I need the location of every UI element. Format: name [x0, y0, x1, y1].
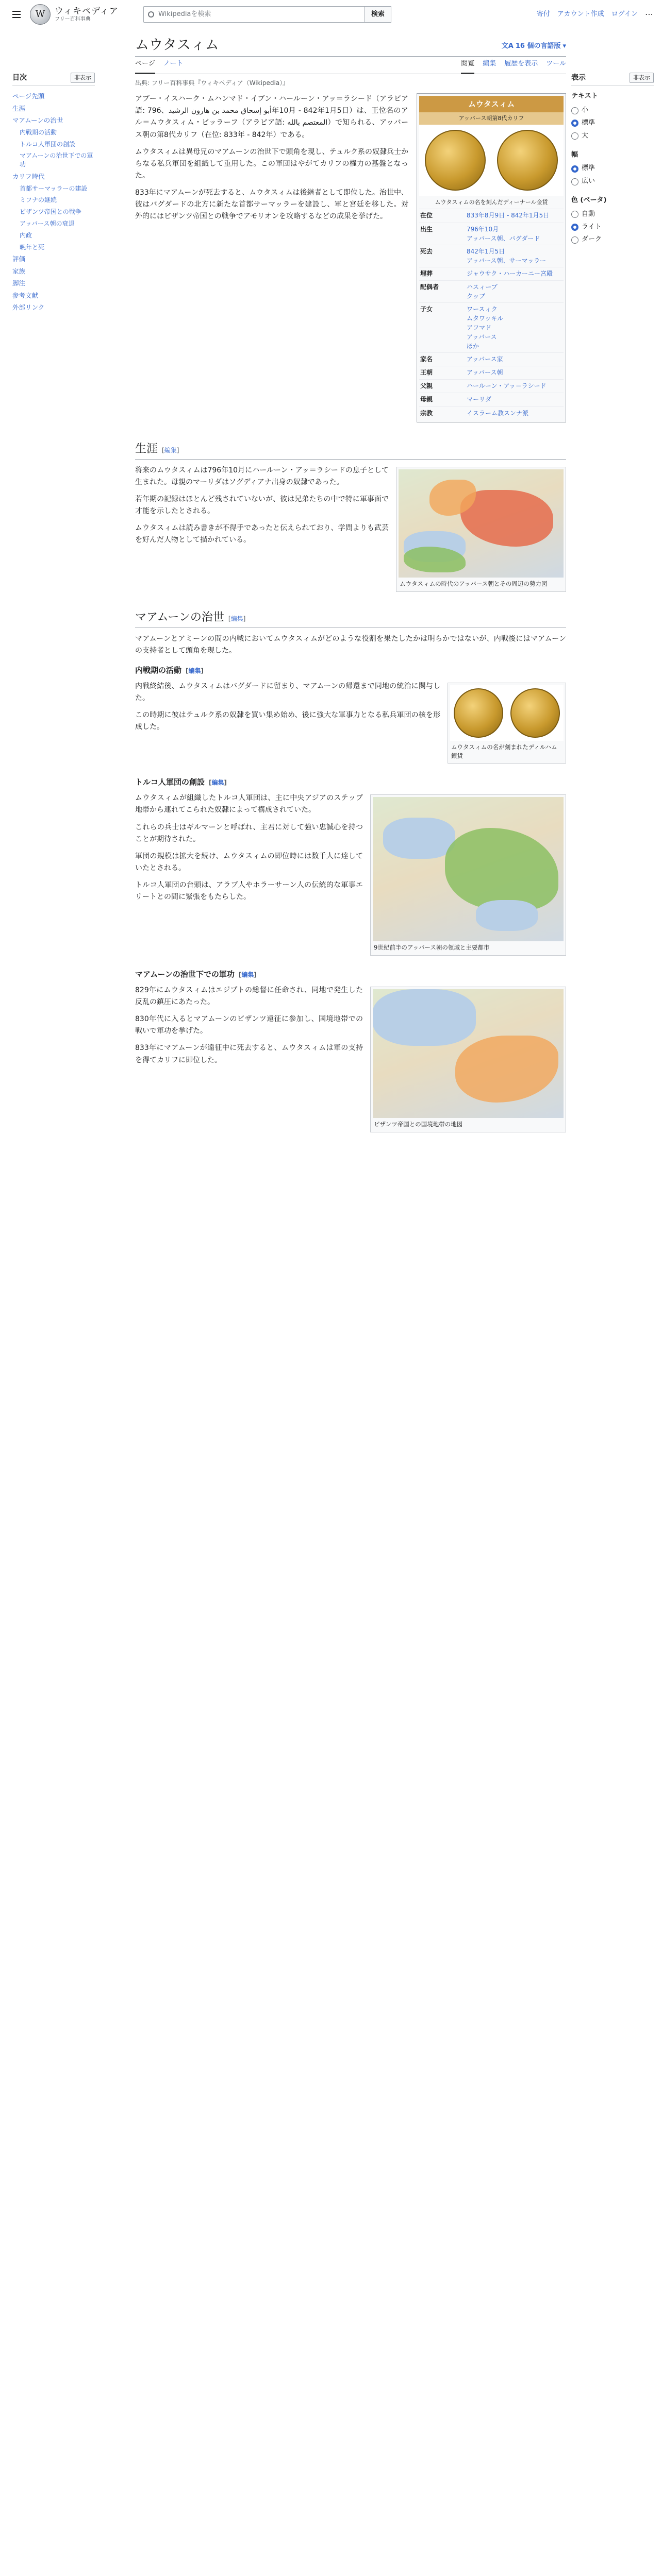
infobox-value-link[interactable]: ほか: [467, 342, 479, 350]
color-auto[interactable]: [571, 209, 654, 220]
map-image[interactable]: [399, 469, 564, 578]
infobox-value-link[interactable]: 796年10月: [467, 225, 499, 233]
site-title: ウィキペディア: [55, 6, 119, 17]
infobox-row: [419, 366, 564, 379]
radio-selected-icon: [571, 224, 578, 231]
search-button[interactable]: 検索: [365, 6, 391, 23]
width-options: [571, 150, 654, 187]
infobox-value: [467, 395, 562, 404]
figure-coin: [448, 683, 566, 764]
edit-link[interactable]: 編集: [188, 667, 201, 675]
map-image[interactable]: [373, 797, 564, 941]
figure-caption: ビザンツ帝国との国境地帯の地図: [374, 1121, 463, 1128]
toc-item[interactable]: 評価: [12, 255, 26, 263]
width-label: 幅: [571, 150, 578, 159]
infobox-key: 王朝: [420, 369, 433, 377]
infobox-title: ムウタスィム: [419, 96, 564, 112]
infobox-value-link[interactable]: マーリダ: [467, 396, 492, 403]
search-placeholder: Wikipediaを検索: [158, 10, 211, 18]
infobox-row: [419, 379, 564, 393]
infobox-value-link[interactable]: クッブ: [467, 292, 486, 300]
main-menu-button[interactable]: [8, 6, 25, 23]
language-button[interactable]: [502, 41, 566, 54]
edit-link[interactable]: 編集: [211, 779, 224, 787]
option-label: 標準: [582, 118, 595, 127]
section-edit: [編集]: [228, 615, 246, 622]
toc-item[interactable]: マアムーンの治世: [12, 116, 63, 125]
infobox-image[interactable]: [419, 125, 564, 196]
infobox-value-link[interactable]: アッバース: [467, 333, 497, 341]
toc-item[interactable]: 参考文献: [12, 291, 39, 299]
figure-caption: ムウタスィムの時代のアッバース朝とその周辺の勢力図: [400, 580, 548, 587]
edit-link[interactable]: 編集: [164, 446, 177, 454]
infobox-value: [467, 354, 562, 364]
infobox-key: 埋葬: [420, 269, 433, 277]
infobox-row: [419, 406, 564, 420]
option-label: 自動: [582, 210, 595, 218]
infobox-key: 家名: [420, 355, 433, 363]
infobox-row: [419, 280, 564, 302]
paragraph: 829年にムウタスィムはエジプトの総督に任命され、同地で発生した反乱の鎮圧にあたった。: [135, 986, 363, 1007]
toc-item[interactable]: カリフ時代: [12, 173, 45, 181]
search-form: [143, 6, 391, 23]
appearance-header: [571, 72, 654, 86]
infobox-value: [467, 269, 562, 279]
infobox-row: [419, 223, 564, 245]
paragraph: 将来のムウタスィムは796年10月にハールーン・アッ＝ラシードの息子として生まれた。母親のマーリダはソグディアナ出身の奴隷であった。: [135, 466, 389, 487]
appearance-hide-button[interactable]: 非表示: [630, 73, 654, 83]
tab-tools[interactable]: ツール: [546, 60, 566, 68]
color-label: 色 (ベータ): [571, 196, 607, 204]
chevron-down-icon: ▾: [562, 42, 566, 50]
radio-icon: [571, 178, 578, 185]
section-edit: [編集]: [162, 446, 179, 454]
option-label: 標準: [582, 164, 595, 173]
infobox-value: [467, 304, 562, 351]
infobox-value: [467, 409, 562, 418]
tab-read[interactable]: 閲覧: [461, 59, 474, 74]
infobox-value-link[interactable]: ハールーン・アッ＝ラシード: [467, 382, 547, 390]
coin-image-obverse: [454, 688, 503, 738]
figure-map-turk: [370, 794, 566, 956]
radio-selected-icon: [571, 165, 578, 173]
section-edit: [編集]: [238, 971, 257, 979]
option-label: 小: [582, 106, 589, 114]
map-image[interactable]: [373, 989, 564, 1118]
main-content: [135, 36, 566, 1138]
infobox-caption: ムウタスィムの名を刻んだディーナール金貨: [435, 198, 548, 206]
infobox-key: 死去: [420, 247, 433, 255]
option-label: ライト: [582, 223, 602, 231]
radio-icon: [571, 107, 578, 114]
toc-item[interactable]: 内戦期の活動: [20, 128, 57, 136]
more-options-icon[interactable]: ⋯: [645, 9, 654, 20]
section-heading-life: [135, 440, 566, 460]
paragraph: マアムーンとアミーンの間の内戦においてムウタスィムがどのような役割を果たしたかは明らかではないが、内戦後にはマアムーンの支持者として頭角を現した。: [135, 634, 566, 655]
figure-map-life: [396, 467, 566, 592]
radio-selected-icon: [571, 120, 578, 127]
site-header: [0, 0, 662, 29]
figure-map-service: [370, 987, 566, 1132]
infobox-value-link[interactable]: ハスィーブ: [467, 283, 498, 291]
login-link[interactable]: ログイン: [611, 10, 638, 18]
lead-paragraph: ムウタスィムは異母兄のマアムーンの治世下で頭角を現し、テュルク系の奴隷兵士からなる私兵軍団を組織して重用した。この軍団はやがてカリフの権力の基盤となった。: [135, 147, 408, 180]
page-source-note: 出典: フリー百科事典『ウィキペディア（Wikipedia）』: [135, 79, 289, 87]
infobox-value-link[interactable]: ジャウサク・ハーカーニー宮殿: [467, 269, 553, 277]
coin-obverse-image: [425, 130, 486, 191]
option-label: 広い: [582, 177, 595, 185]
coin-image-reverse: [510, 688, 560, 738]
section-heading-reign: [135, 608, 566, 628]
paragraph: 833年にマアムーンが遠征中に死去すると、ムウタスィムは軍の支持を得てカリフに即位した。: [135, 1044, 363, 1064]
color-dark[interactable]: [571, 234, 654, 245]
infobox-row: [419, 245, 564, 267]
toc-item[interactable]: ミフナの継続: [20, 196, 57, 204]
infobox-key: 父親: [420, 382, 433, 390]
toc-header: [12, 72, 95, 86]
coin-image[interactable]: [450, 685, 564, 741]
infobox-key: 母親: [420, 396, 433, 403]
infobox-value: [467, 368, 562, 378]
infobox-value: [467, 381, 562, 391]
width-standard[interactable]: [571, 163, 654, 174]
page-tabs: [135, 57, 566, 74]
site-subtitle: フリー百科事典: [55, 16, 91, 22]
infobox-value-link[interactable]: 833年8月9日 - 842年1月5日: [467, 212, 550, 219]
toc-item[interactable]: 生涯: [12, 104, 26, 112]
infobox-value-link[interactable]: 842年1月5日: [467, 247, 505, 255]
text-size-large[interactable]: [571, 131, 654, 142]
paragraph: この時期に彼はテュルク系の奴隷を買い集め始め、後に強大な軍事力となる私兵軍団の核を形成した。: [135, 711, 440, 732]
tab-page[interactable]: ページ: [135, 59, 155, 74]
infobox-value-link[interactable]: アッバース朝: [467, 369, 503, 377]
subsection-title: トルコ人軍団の創設: [135, 777, 205, 787]
infobox-row: [419, 267, 564, 280]
infobox-key: 宗教: [420, 409, 433, 417]
toc-item[interactable]: ビザンツ帝国との戦争: [20, 208, 81, 216]
toc-item[interactable]: マアムーンの治世下での軍功: [20, 152, 93, 168]
infobox-rows: [419, 209, 564, 419]
toc-item[interactable]: 外部リンク: [12, 303, 45, 312]
toc-item[interactable]: アッバース朝の衰退: [20, 219, 75, 227]
infobox-value-link[interactable]: ムタワッキル: [467, 314, 504, 322]
infobox-key: 配偶者: [420, 283, 439, 291]
tab-history[interactable]: 履歴を表示: [504, 60, 538, 68]
subsection-heading-turk: [135, 776, 566, 788]
figure-caption: ムウタスィムの名が刻まれたディルハム銀貨: [451, 743, 557, 759]
toc-title: 目次: [12, 74, 27, 82]
radio-icon: [571, 236, 578, 244]
paragraph: ムウタスィムは読み書きが不得手であったと伝えられており、学問よりも武芸を好んだ人物として描かれている。: [135, 524, 389, 545]
subsection-title: マアムーンの治世下での軍功: [135, 970, 235, 979]
tab-edit[interactable]: 編集: [483, 60, 496, 68]
infobox-value: [467, 211, 562, 221]
search-icon: [148, 11, 154, 18]
infobox-row: [419, 352, 564, 366]
infobox-value: [467, 282, 562, 301]
infobox-value-link[interactable]: イスラーム教スンナ派: [467, 409, 528, 417]
infobox-value-link[interactable]: ワースィク: [467, 305, 498, 313]
figure-caption: 9世紀前半のアッバース朝の領域と主要都市: [374, 944, 490, 952]
infobox-row: [419, 393, 564, 406]
toc-item[interactable]: 首都サーマッラーの建設: [20, 184, 88, 192]
radio-icon: [571, 211, 578, 218]
text-size-label: テキスト: [571, 92, 598, 100]
infobox-value: [467, 225, 562, 243]
toc-item[interactable]: 内政: [20, 231, 32, 239]
coin-reverse-image: [497, 130, 558, 191]
section-title: 生涯: [135, 442, 158, 455]
subsection-title: 内戦期の活動: [135, 666, 182, 675]
infobox-key: 子女: [420, 305, 433, 313]
infobox-value-link[interactable]: アッバース家: [467, 355, 503, 363]
paragraph: 若年期の記録はほとんど残されていないが、彼は兄弟たちの中で特に軍事面で才能を示したとされる。: [135, 495, 389, 516]
infobox: [417, 93, 566, 422]
option-label: 大: [582, 131, 589, 140]
subsection-heading-service: [135, 968, 566, 980]
color-options: [571, 195, 654, 245]
width-wide[interactable]: [571, 176, 654, 187]
text-size-options: [571, 91, 654, 141]
edit-link[interactable]: 編集: [230, 615, 243, 622]
paragraph: 内戦終結後、ムウタスィムはバグダードに留まり、マアムーンの帰還まで同地の統治に関与した。: [135, 682, 440, 703]
infobox-value-link[interactable]: アッバース朝、バグダード: [467, 234, 540, 242]
toc-item[interactable]: ページ先頭: [12, 92, 45, 100]
toc-item[interactable]: 家族: [12, 267, 26, 275]
infobox-key: 出生: [420, 225, 433, 233]
paragraph: これらの兵士はギルマーンと呼ばれ、主君に対して強い忠誠心を持つことが期待された。: [135, 823, 363, 843]
appearance-title: 表示: [571, 74, 586, 82]
paragraph: 軍団の規模は拡大を続け、ムウタスィムの即位時には数千人に達していたとされる。: [135, 852, 363, 872]
title-row: [135, 36, 566, 57]
tab-talk[interactable]: ノート: [163, 60, 184, 68]
toc-item[interactable]: 晩年と死: [20, 243, 45, 251]
lead-paragraph: 833年にマアムーンが死去すると、ムウタスィムは後継者として即位した。治世中、彼はバグダードの北方に新たな首都サーマッラーを建設し、軍と宮廷を移した。対外的にはビザンツ帝国との戦争でアモリオンを攻略するなどの成果を挙げた。: [135, 188, 408, 221]
color-light[interactable]: [571, 222, 654, 233]
user-links: [537, 8, 654, 21]
toc-hide-button[interactable]: 非表示: [71, 73, 95, 83]
search-input[interactable]: [143, 6, 365, 23]
paragraph: トルコ人軍団の台頭は、アラブ人やホラーサーン人の伝統的な軍事エリートとの間に緊張をもたらした。: [135, 880, 363, 902]
article-body: [135, 93, 566, 1137]
page-title: ムウタスィム: [135, 37, 219, 53]
toc-item[interactable]: トルコ人軍団の創設: [20, 140, 76, 148]
infobox-value-link[interactable]: アッバース朝、サーマッラー: [467, 257, 547, 264]
infobox-row: [419, 302, 564, 352]
section-edit: [編集]: [186, 667, 204, 675]
infobox-value-link[interactable]: アフマド: [467, 324, 492, 331]
translate-icon: 文A: [501, 42, 514, 50]
wikipedia-globe-icon: W: [30, 4, 51, 25]
lead-paragraph: アブー・イスハーク・ムハンマド・イブン・ハールーン・アッ＝ラシード（アラビア語: أبو إسحاق محمد بن هارون الرشيد、796年10月 - 842年1月5日）は、王位名のアル＝ムウタスィム・ビッラーフ（アラビア語: المعتصم بالله）で知られる、アッバース朝の第8代カリフ（在位: 833年 - 842年）である。: [135, 95, 408, 139]
toc-list: [12, 90, 95, 313]
infobox-key: 在位: [420, 212, 433, 219]
language-count: 16 個の言語版: [515, 42, 561, 50]
infobox-row: [419, 209, 564, 222]
text-size-small[interactable]: [571, 105, 654, 116]
table-of-contents: [12, 72, 95, 314]
donate-link[interactable]: 寄付: [536, 10, 550, 18]
site-logo[interactable]: [30, 4, 123, 25]
appearance-panel: [571, 72, 654, 253]
create-account-link[interactable]: アカウント作成: [557, 10, 604, 18]
text-size-standard[interactable]: [571, 118, 654, 129]
section-edit: [編集]: [209, 779, 227, 787]
edit-link[interactable]: 編集: [241, 971, 254, 979]
toc-item[interactable]: 脚注: [12, 279, 26, 287]
subsection-heading-civilwar: [135, 664, 566, 676]
option-label: ダーク: [582, 235, 602, 244]
radio-icon: [571, 132, 578, 140]
infobox-value: [467, 247, 562, 265]
paragraph: ムウタスィムが組織したトルコ人軍団は、主に中央アジアのステップ地帯から連れてこられた奴隷によって構成されていた。: [135, 794, 363, 815]
infobox-subtitle: アッバース朝第8代カリフ: [419, 112, 564, 125]
section-title: マアムーンの治世: [135, 611, 224, 624]
paragraph: 830年代に入るとマアムーンのビザンツ遠征に参加し、国境地帯での戦いで軍功を挙げた。: [135, 1015, 363, 1036]
